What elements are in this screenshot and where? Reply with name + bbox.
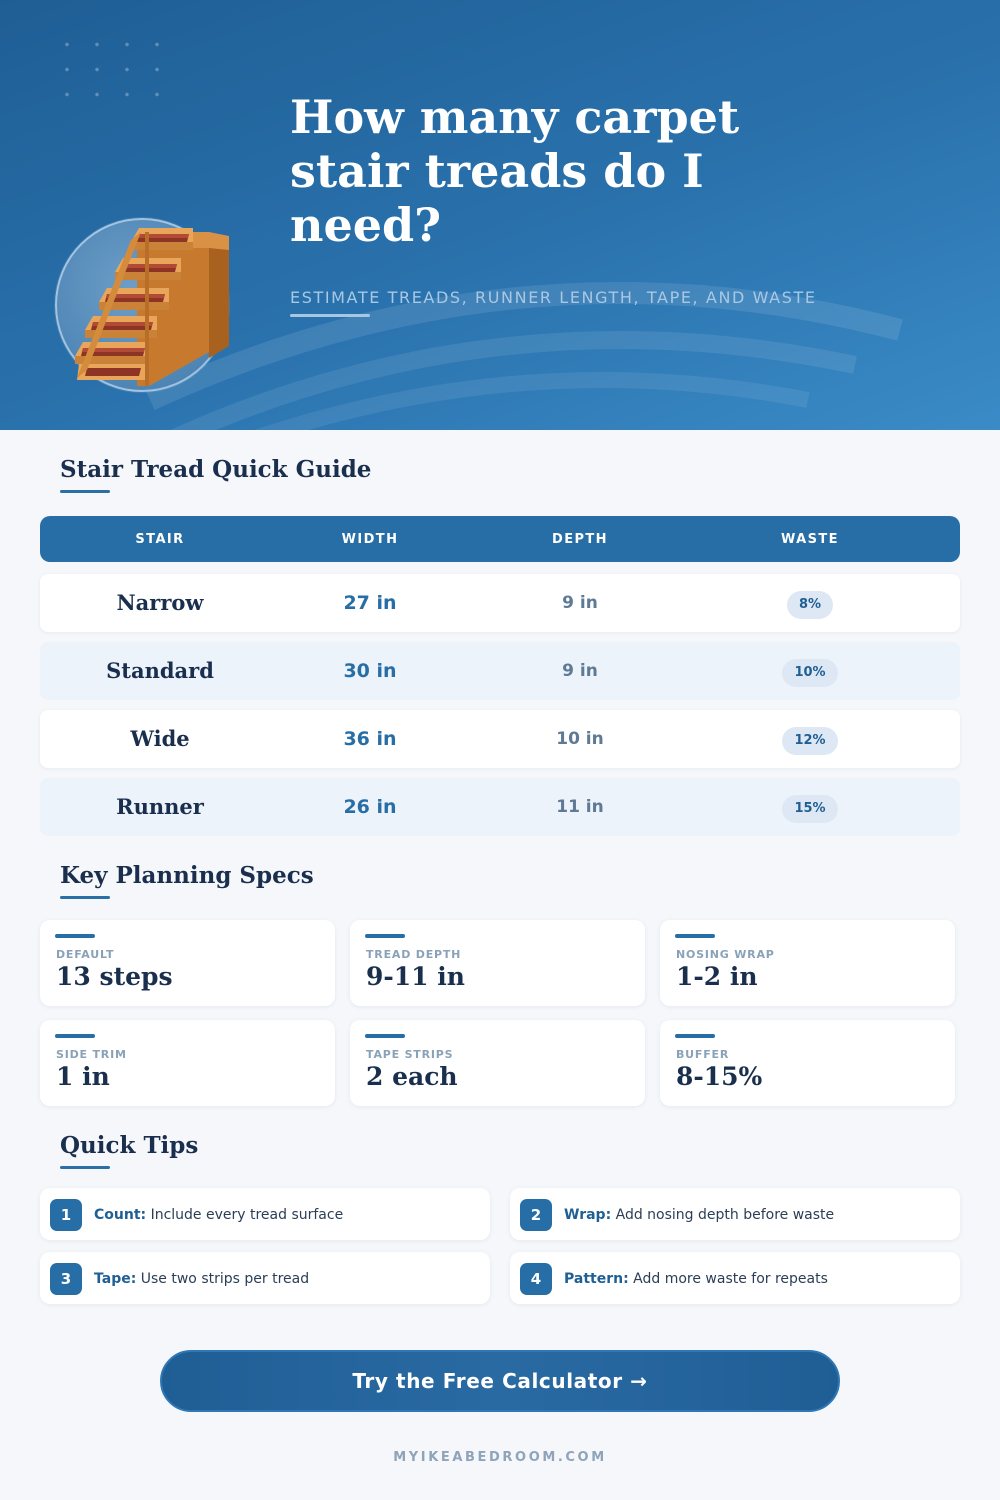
page-title: How many carpet stair treads do I need? [290,90,740,252]
tip-keyword: Pattern: [564,1271,629,1287]
tip-number-badge: 1 [50,1199,82,1231]
spec-card-tread-depth [350,920,645,1006]
depth-cell: 9 in [562,661,598,681]
stair-cell: Runner [116,794,204,819]
waste-badge: 15% [782,795,837,823]
tip-text [564,1252,828,1304]
spec-value: 13 steps [56,962,173,991]
spec-value: 2 each [366,1062,458,1091]
spec-accent-bar [675,1034,715,1038]
footer-site-name: MYIKEABEDROOM.COM [393,1450,607,1465]
spec-accent-bar [55,1034,95,1038]
table-row [40,710,960,768]
spec-card-default [40,920,335,1006]
spec-accent-bar [365,934,405,938]
specs-section-title: Key Planning Specs [60,862,314,889]
spec-label: DEFAULT [56,948,115,961]
tip-number-badge: 4 [520,1263,552,1295]
spec-accent-bar [365,1034,405,1038]
tip-number-badge: 3 [50,1263,82,1295]
waste-cell [710,778,910,836]
width-cell: 26 in [343,796,397,818]
section-underline [60,896,110,899]
tip-description: Add nosing depth before waste [615,1207,835,1223]
stair-cell: Wide [130,726,190,751]
section-underline [60,1166,110,1169]
tip-card [510,1188,960,1240]
stair-cell: Standard [106,658,214,683]
table-header [40,516,960,562]
tip-keyword: Wrap: [564,1207,612,1223]
spec-label: TREAD DEPTH [366,948,462,961]
tip-text [94,1188,343,1240]
tip-description: Include every tread surface [150,1207,344,1223]
depth-cell: 10 in [556,729,604,749]
waste-badge: 12% [782,727,837,755]
tip-text [94,1252,309,1304]
tip-card [40,1188,490,1240]
spec-card-side-trim [40,1020,335,1106]
spec-card-nosing-wrap [660,920,955,1006]
tip-keyword: Tape: [94,1271,137,1287]
tip-number-badge: 2 [520,1199,552,1231]
spec-label: NOSING WRAP [676,948,775,961]
waste-badge: 8% [787,591,833,619]
spec-value: 1-2 in [676,962,758,991]
spec-value: 9-11 in [366,962,465,991]
tips-section-title: Quick Tips [60,1132,199,1159]
tip-card [510,1252,960,1304]
tip-description: Use two strips per tread [140,1271,310,1287]
table-row [40,778,960,836]
width-cell: 27 in [343,592,397,614]
guide-section-title: Stair Tread Quick Guide [60,456,372,483]
spec-label: BUFFER [676,1048,730,1061]
hero-banner [0,0,1000,430]
spec-card-tape-strips [350,1020,645,1106]
tip-keyword: Count: [94,1207,147,1223]
waste-cell [710,710,910,768]
free-calculator-button[interactable]: Try the Free Calculator → [160,1350,840,1412]
waste-cell [710,642,910,700]
waste-cell [710,574,910,632]
column-header-width: WIDTH [341,532,399,547]
staircase-with-carpet-treads-icon [55,218,229,392]
tip-description: Add more waste for repeats [633,1271,828,1287]
page-subtitle: ESTIMATE TREADS, RUNNER LENGTH, TAPE, AND WASTE [290,288,817,307]
depth-cell: 9 in [562,593,598,613]
section-underline [60,490,110,493]
width-cell: 30 in [343,660,397,682]
depth-cell: 11 in [556,797,604,817]
spec-value: 1 in [56,1062,110,1091]
spec-card-buffer [660,1020,955,1106]
spec-value: 8-15% [676,1062,763,1091]
column-header-waste: WASTE [781,532,839,547]
column-header-stair: STAIR [135,532,185,547]
stair-cell: Narrow [116,590,204,615]
dot-grid-decoration [52,32,162,102]
table-row [40,574,960,632]
column-header-depth: DEPTH [552,532,608,547]
tip-card [40,1252,490,1304]
tip-text [564,1188,834,1240]
spec-accent-bar [675,934,715,938]
table-row [40,642,960,700]
subtitle-underline [290,314,370,317]
spec-label: SIDE TRIM [56,1048,127,1061]
spec-accent-bar [55,934,95,938]
spec-label: TAPE STRIPS [366,1048,454,1061]
width-cell: 36 in [343,728,397,750]
waste-badge: 10% [782,659,837,687]
